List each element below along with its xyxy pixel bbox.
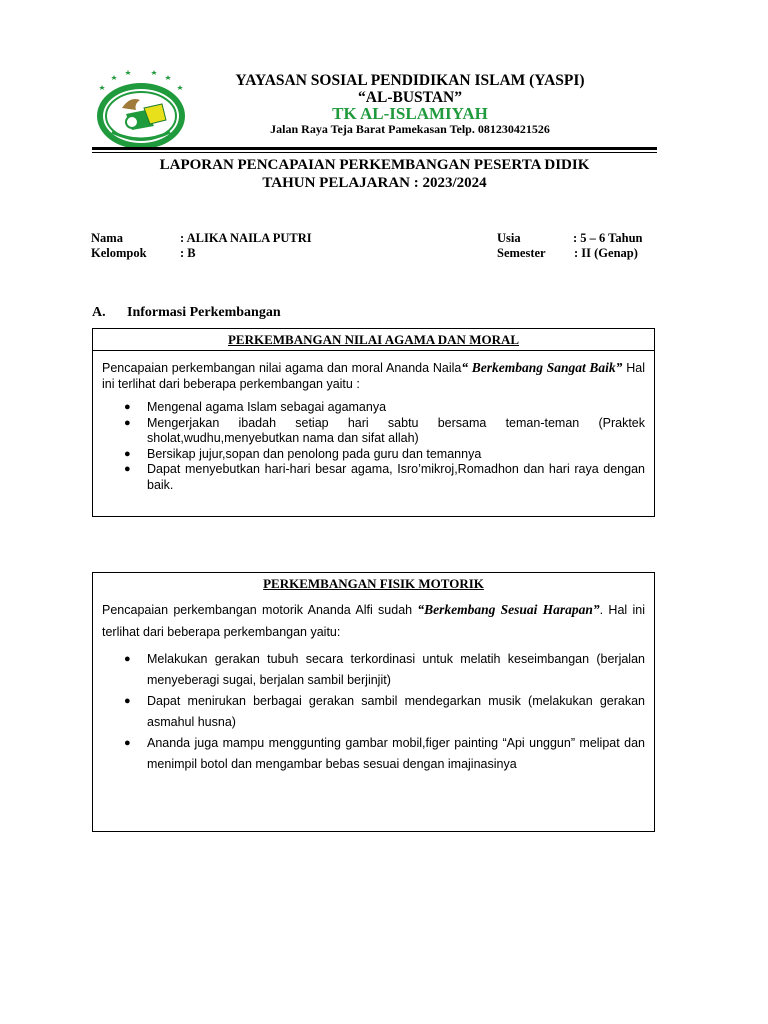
intro-text: Pencapaian perkembangan nilai agama dan moral Ananda Naila xyxy=(102,361,462,375)
list-item xyxy=(124,400,645,416)
list-item xyxy=(124,446,645,463)
list-item xyxy=(124,691,645,733)
intro-text-end: . Hal ini terlihat dari beberapa perkembangan yaitu: xyxy=(102,603,645,639)
intro-text-end: Hal ini terlihat dari beberapa perkembangan yaitu : xyxy=(102,361,645,391)
group-label: Kelompok xyxy=(91,246,147,260)
box-intro xyxy=(93,360,654,392)
item-text: Dapat menyebutkan hari-hari besar agama, Isro’mikroj,Romadhon dan hari raya dengan baik. xyxy=(147,462,645,492)
bullet-icon: ● xyxy=(124,447,131,460)
achievement-status: “ Berkembang Sangat Baik” xyxy=(461,360,623,375)
achievement-list xyxy=(93,400,654,493)
school-address: Jalan Raya Teja Barat Pamekasan Telp. 081230421526 xyxy=(270,122,550,136)
list-item xyxy=(124,462,645,493)
list-item xyxy=(124,415,645,447)
group-value: : B xyxy=(180,246,196,260)
achievement-status: “Berkembang Sesuai Harapan” xyxy=(417,602,600,617)
section-number: A. xyxy=(92,305,106,320)
school-name: TK AL-ISLAMIYAH xyxy=(332,104,488,123)
religious-moral-box xyxy=(92,328,655,517)
institution-name: “AL-BUSTAN” xyxy=(358,89,462,106)
bullet-icon: ● xyxy=(124,653,131,665)
physical-motor-box xyxy=(92,572,655,832)
box-title: PERKEMBANGAN NILAI AGAMA DAN MORAL xyxy=(93,329,654,351)
academic-year: TAHUN PELAJARAN : 2023/2024 xyxy=(262,175,487,191)
bullet-icon: ● xyxy=(124,463,131,475)
list-item xyxy=(124,733,645,775)
item-text: Mengenal agama Islam sebagai agamanya xyxy=(147,400,387,414)
item-text: Melakukan gerakan tubuh secara terkordinasi untuk melatih keseimbangan (berjalan menyeberagi sugai, berjalan sambil berjinjit) xyxy=(147,652,645,687)
section-title: Informasi Perkembangan xyxy=(127,305,281,320)
item-text: Mengerjakan ibadah setiap hari sabtu bersama teman-teman (Praktek sholat,wudhu,menyebutkan nama dan sifat allah) xyxy=(147,415,645,445)
bullet-icon: ● xyxy=(124,416,131,429)
bullet-icon: ● xyxy=(124,695,131,707)
header-divider-thick xyxy=(92,147,657,150)
bullet-icon: ● xyxy=(124,737,131,749)
item-text: Ananda juga mampu menggunting gambar mobil,figer painting “Api unggun” melipat dan menimpil botol dan mengambar bebas sesuai dengan imajinasinya xyxy=(147,736,645,771)
age-value: : 5 – 6 Tahun xyxy=(573,231,643,245)
list-item xyxy=(124,649,645,691)
semester-value: : II (Genap) xyxy=(574,246,638,260)
name-value: : ALIKA NAILA PUTRI xyxy=(180,231,312,245)
report-title: LAPORAN PENCAPAIAN PERKEMBANGAN PESERTA DIDIK xyxy=(159,157,590,173)
semester-label: Semester xyxy=(497,246,546,260)
box-title: PERKEMBANGAN FISIK MOTORIK xyxy=(263,576,484,591)
bullet-icon: ● xyxy=(124,401,131,413)
achievement-list xyxy=(93,649,654,775)
header-divider-thin xyxy=(92,152,657,153)
age-label: Usia xyxy=(497,231,521,245)
item-text: Dapat menirukan berbagai gerakan sambil mendegarkan musik (melakukan gerakan asmahul husna) xyxy=(147,694,645,729)
box-intro xyxy=(93,599,654,643)
intro-text: Pencapaian perkembangan motorik Ananda Alfi sudah xyxy=(102,603,418,617)
section-heading xyxy=(92,305,281,321)
school-logo xyxy=(92,70,190,152)
name-label: Nama xyxy=(91,231,123,245)
item-text: Bersikap jujur,sopan dan penolong pada guru dan temannya xyxy=(147,446,482,461)
foundation-name: YAYASAN SOSIAL PENDIDIKAN ISLAM (YASPI) xyxy=(235,72,585,89)
